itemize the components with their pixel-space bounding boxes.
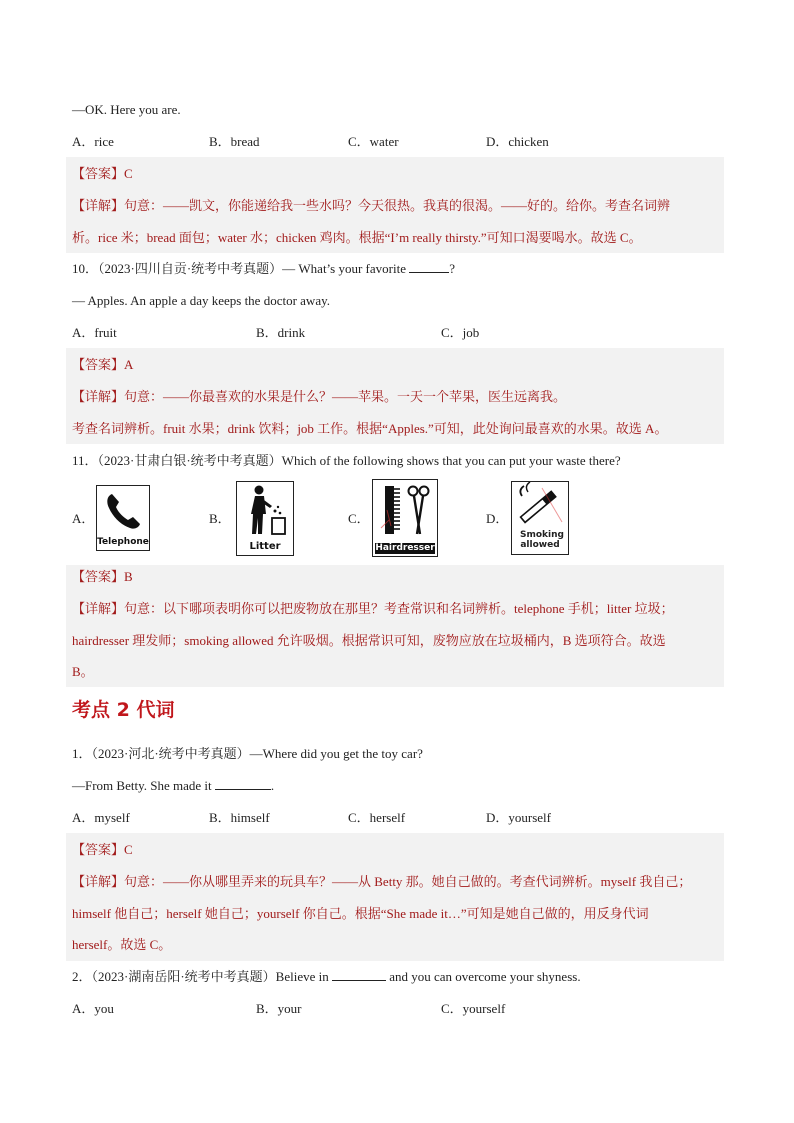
- p1-detail-3: herself。故选 C。: [72, 937, 172, 952]
- cigarette-icon: [512, 482, 568, 526]
- q11-option-c-label[interactable]: C．: [348, 511, 370, 526]
- sign-caption: Hairdresser: [375, 543, 435, 553]
- answer-value: A: [124, 357, 134, 372]
- q9-detail-1: [72, 196, 670, 216]
- sign-caption-2line: Smoking allowed: [520, 530, 564, 550]
- detail-tag: 【详解】: [72, 874, 125, 889]
- smoking-allowed-sign[interactable]: [511, 481, 569, 555]
- p1-option-b[interactable]: B．himself: [209, 810, 270, 825]
- answer-value: C: [124, 166, 133, 181]
- telephone-icon: [97, 486, 149, 536]
- q10-detail-1: [72, 387, 566, 407]
- q11-answer-box: [66, 565, 724, 687]
- detail-tag: 【详解】: [72, 601, 125, 616]
- stem-end: and you can overcome your shyness.: [389, 969, 581, 984]
- p1-option-d[interactable]: D．yourself: [486, 810, 551, 825]
- q10-option-a[interactable]: A．fruit: [72, 325, 117, 340]
- answer-tag: 【答案】: [72, 166, 125, 181]
- stem-end: ?: [449, 261, 456, 276]
- q9-option-c[interactable]: C．water: [348, 134, 399, 149]
- p1-detail-2: himself 他自己；herself 她自己；yourself 你自己。根据“She made it…”可知是她自己做的，用反身代词: [72, 906, 649, 921]
- p1-option-c[interactable]: C．herself: [348, 810, 406, 825]
- answer-blank[interactable]: [332, 968, 386, 981]
- answer-blank[interactable]: [409, 260, 449, 273]
- section-heading: 考点 2 代词: [72, 699, 175, 721]
- detail-tag: 【详解】: [72, 198, 125, 213]
- telephone-sign[interactable]: [96, 485, 150, 551]
- p2-option-c[interactable]: C．yourself: [441, 1001, 506, 1016]
- detail-text: 句意：以下哪项表明你可以把废物放在那里？考查常识和名词辨析。telephone 手机；litter 垃圾；: [124, 601, 674, 616]
- p2-option-a[interactable]: A．you: [72, 1001, 114, 1016]
- p1-stem: 1．（2023·河北·统考中考真题）—Where did you get the toy car?: [72, 746, 423, 761]
- p1-answer: [72, 840, 133, 860]
- q11-detail-1: [72, 599, 674, 619]
- q10-stem: [72, 259, 455, 279]
- detail-text: 句意：——你从哪里弄来的玩具车？——从 Betty 那。她自己做的。考查代词辨析。myself 我自己；: [124, 874, 692, 889]
- stem-text: 10．（2023·四川自贡·统考中考真题）— What’s your favorite: [72, 261, 406, 276]
- litter-icon: [237, 482, 293, 540]
- q10-option-b[interactable]: B．drink: [256, 325, 306, 340]
- detail-text: 句意：——凯文，你能递给我一些水吗？今天很热。我真的很渴。——好的。给你。考查名词辨: [124, 198, 671, 213]
- q9-answer: [72, 164, 133, 184]
- answer-tag: 【答案】: [72, 842, 125, 857]
- p2-option-b[interactable]: B．your: [256, 1001, 302, 1016]
- q9-option-d[interactable]: D．chicken: [486, 134, 549, 149]
- answer-value: C: [124, 842, 133, 857]
- answer-blank[interactable]: [215, 777, 271, 790]
- stem-text: 2．（2023·湖南岳阳·统考中考真题）Believe in: [72, 969, 329, 984]
- q10-option-c[interactable]: C．job: [441, 325, 480, 340]
- p1-detail-1: [72, 872, 691, 892]
- dialog-text: —From Betty. She made it: [72, 778, 212, 793]
- q10-dialog: — Apples. An apple a day keeps the doctor away.: [72, 293, 331, 308]
- detail-text: 句意：——你最喜欢的水果是什么？——苹果。一天一个苹果，医生远离我。: [124, 389, 567, 404]
- p1-option-a[interactable]: A．myself: [72, 810, 130, 825]
- litter-sign[interactable]: [236, 481, 294, 556]
- q11-option-b-label[interactable]: B．: [209, 511, 231, 526]
- q11-answer: [72, 567, 133, 587]
- q11-option-a-label[interactable]: A．: [72, 511, 95, 526]
- q9-option-a[interactable]: A．rice: [72, 134, 114, 149]
- q9-detail-2: 析。rice 米；bread 面包；water 水；chicken 鸡肉。根据“I’m really thirsty.”可知口渴要喝水。故选 C。: [72, 230, 642, 245]
- sign-caption: Telephone: [97, 537, 149, 547]
- q11-detail-3: B。: [72, 664, 94, 679]
- q9-option-b[interactable]: B．bread: [209, 134, 260, 149]
- answer-tag: 【答案】: [72, 569, 125, 584]
- comb-scissors-icon: [373, 480, 437, 542]
- q10-detail-2: 考查名词辨析。fruit 水果；drink 饮料；job 工作。根据“Apples.”可知，此处询问最喜欢的水果。故选 A。: [72, 421, 668, 436]
- sign-caption: Litter: [249, 541, 281, 552]
- answer-tag: 【答案】: [72, 357, 125, 372]
- p2-stem: [72, 967, 581, 987]
- q10-answer: [72, 355, 133, 375]
- p1-dialog: [72, 776, 274, 796]
- q11-stem: 11．（2023·甘肃白银·统考中考真题）Which of the following shows that you can put your waste there?: [72, 453, 621, 468]
- q11-detail-2: hairdresser 理发师；smoking allowed 允许吸烟。根据常识可知，废物应放在垃圾桶内，B 选项符合。故选: [72, 633, 666, 648]
- detail-tag: 【详解】: [72, 389, 125, 404]
- dialog-end: .: [270, 778, 275, 793]
- answer-value: B: [124, 569, 133, 584]
- q9-dialog-line: —OK. Here you are.: [72, 102, 181, 117]
- q11-option-d-label[interactable]: D．: [486, 511, 509, 526]
- hairdresser-sign[interactable]: [372, 479, 438, 557]
